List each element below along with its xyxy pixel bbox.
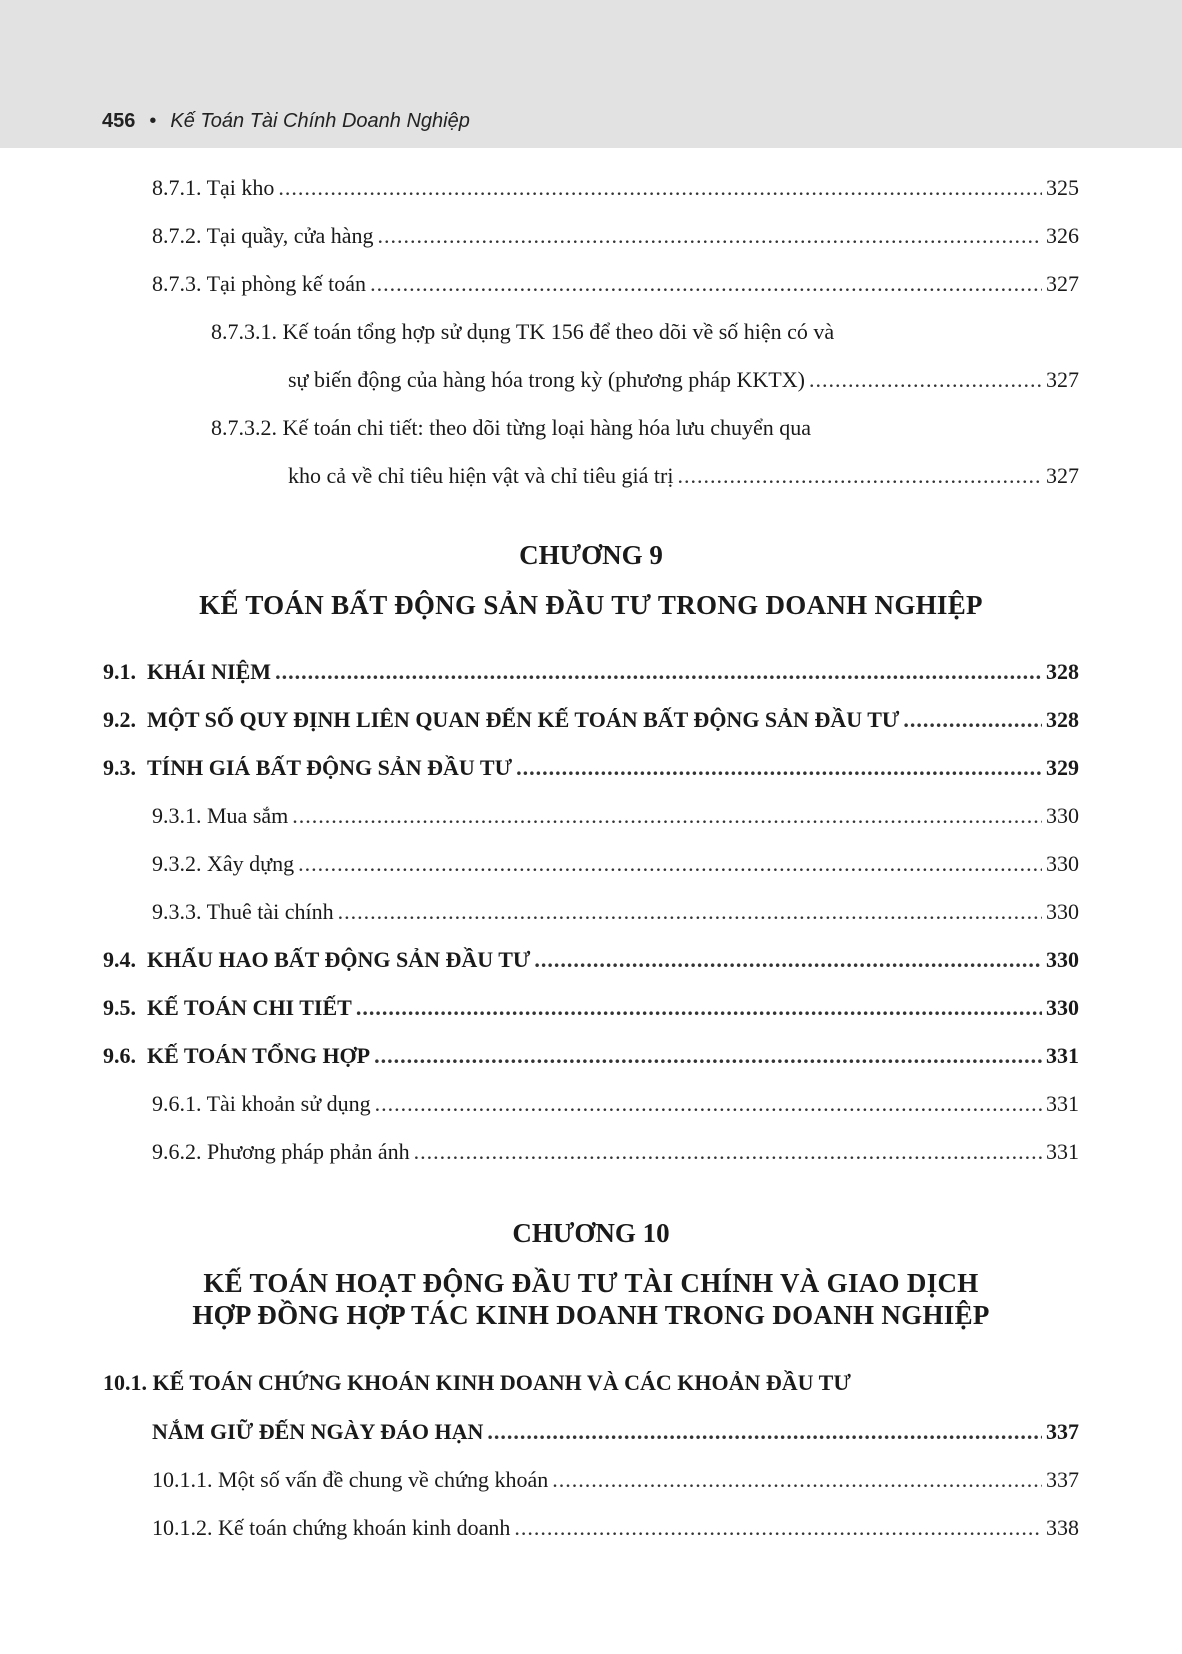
toc-entry-9-1[interactable] bbox=[103, 657, 1079, 687]
toc-page-number: 328 bbox=[1046, 659, 1079, 684]
toc-entry-title bbox=[103, 657, 271, 687]
dot-leader bbox=[487, 1417, 1042, 1447]
chapter-9-title: KẾ TOÁN BẤT ĐỘNG SẢN ĐẦU TƯ TRONG DOANH NGHIỆP bbox=[199, 590, 983, 620]
toc-entry-title: sự biến động của hàng hóa trong kỳ (phương pháp KKTX) bbox=[288, 367, 805, 392]
section-number: 9.6. bbox=[103, 1043, 136, 1068]
toc-entry-9-5[interactable] bbox=[103, 993, 1079, 1023]
dot-leader bbox=[298, 849, 1042, 879]
dot-leader bbox=[338, 897, 1042, 927]
toc-entry-9-6-2[interactable] bbox=[152, 1137, 1079, 1167]
dot-leader bbox=[903, 705, 1042, 735]
toc-entry-8-7-1[interactable] bbox=[152, 173, 1079, 203]
toc-entry-title bbox=[103, 945, 530, 975]
toc-entry-title: 9.3.3. Thuê tài chính bbox=[152, 899, 334, 924]
toc-page-number: 325 bbox=[1046, 175, 1079, 200]
toc-entry-9-3[interactable] bbox=[103, 753, 1079, 783]
toc-entry-10-1-2[interactable] bbox=[152, 1513, 1079, 1543]
toc-entry-8-7-3-2-line1[interactable]: 8.7.3.2. Kế toán chi tiết: theo dõi từng loại hàng hóa lưu chuyển qua bbox=[211, 415, 811, 440]
toc-entry-10-1[interactable] bbox=[152, 1417, 1079, 1447]
dot-leader bbox=[516, 753, 1042, 783]
toc-page-number: 328 bbox=[1046, 707, 1079, 732]
section-number: 9.1. bbox=[103, 659, 136, 684]
toc-entry-title: 8.7.1. Tại kho bbox=[152, 175, 275, 200]
chapter-10-title-line1: KẾ TOÁN HOẠT ĐỘNG ĐẦU TƯ TÀI CHÍNH VÀ GIAO DỊCH bbox=[203, 1268, 979, 1298]
toc-entry-title bbox=[103, 705, 899, 735]
toc-entry-title: 9.3.1. Mua sắm bbox=[152, 803, 289, 828]
toc-entry-title bbox=[103, 753, 512, 783]
toc-entry-title: 10.1.1. Một số vấn đề chung về chứng khoán bbox=[152, 1467, 549, 1492]
toc-entry-8-7-3[interactable] bbox=[152, 269, 1079, 299]
toc-page-number: 327 bbox=[1046, 463, 1079, 488]
dot-leader bbox=[374, 1041, 1042, 1071]
section-number: 9.5. bbox=[103, 995, 136, 1020]
section-title: KHÁI NIỆM bbox=[147, 659, 272, 684]
toc-entry-8-7-2[interactable] bbox=[152, 221, 1079, 251]
page-header bbox=[0, 0, 1182, 148]
toc-page-number: 337 bbox=[1046, 1419, 1079, 1444]
section-title: KẾ TOÁN CHI TIẾT bbox=[147, 995, 352, 1020]
toc-page-number: 330 bbox=[1046, 995, 1079, 1020]
dot-leader bbox=[375, 1089, 1042, 1119]
toc-page-number: 330 bbox=[1046, 947, 1079, 972]
section-number: 9.2. bbox=[103, 707, 136, 732]
chapter-10-label: CHƯƠNG 10 bbox=[512, 1218, 670, 1248]
toc-entry-8-7-3-2[interactable] bbox=[288, 461, 1079, 491]
toc-page-number: 330 bbox=[1046, 899, 1079, 924]
dot-leader bbox=[292, 801, 1042, 831]
toc-entry-title: 10.1.2. Kế toán chứng khoán kinh doanh bbox=[152, 1515, 511, 1540]
toc-page-number: 326 bbox=[1046, 223, 1079, 248]
toc-page-number: 331 bbox=[1046, 1091, 1079, 1116]
toc-page-number: 338 bbox=[1046, 1515, 1079, 1540]
dot-leader bbox=[275, 657, 1042, 687]
dot-leader bbox=[534, 945, 1042, 975]
toc-entry-9-6[interactable] bbox=[103, 1041, 1079, 1071]
toc-entry-9-6-1[interactable] bbox=[152, 1089, 1079, 1119]
page-number: 456 bbox=[102, 110, 136, 132]
toc-page-number: 330 bbox=[1046, 851, 1079, 876]
toc-entry-title: 8.7.3. Tại phòng kế toán bbox=[152, 271, 367, 296]
toc-entry-10-1-line1[interactable]: 10.1. KẾ TOÁN CHỨNG KHOÁN KINH DOANH VÀ CÁC KHOẢN ĐẦU TƯ bbox=[103, 1370, 851, 1395]
section-number: 9.4. bbox=[103, 947, 136, 972]
toc-entry-title: 8.7.2. Tại quầy, cửa hàng bbox=[152, 223, 374, 248]
section-title: MỘT SỐ QUY ĐỊNH LIÊN QUAN ĐẾN KẾ TOÁN BẤT ĐỘNG SẢN ĐẦU TƯ bbox=[147, 707, 900, 732]
toc-entry-9-2[interactable] bbox=[103, 705, 1079, 735]
toc-entry-title bbox=[103, 993, 352, 1023]
dot-leader bbox=[414, 1137, 1042, 1167]
toc-page-number: 327 bbox=[1046, 367, 1079, 392]
toc-entry-title bbox=[103, 1041, 370, 1071]
dot-leader bbox=[278, 173, 1042, 203]
section-title: TÍNH GIÁ BẤT ĐỘNG SẢN ĐẦU TƯ bbox=[147, 755, 513, 780]
toc-entry-9-3-3[interactable] bbox=[152, 897, 1079, 927]
dot-leader bbox=[356, 993, 1042, 1023]
toc-entry-title: 9.6.1. Tài khoản sử dụng bbox=[152, 1091, 371, 1116]
toc-entry-title: 9.3.2. Xây dựng bbox=[152, 851, 295, 876]
toc-page-number: 329 bbox=[1046, 755, 1079, 780]
toc-page-number: 331 bbox=[1046, 1139, 1079, 1164]
toc-entry-8-7-3-1[interactable] bbox=[288, 365, 1079, 395]
chapter-9-label: CHƯƠNG 9 bbox=[519, 540, 663, 570]
toc-page-number: 331 bbox=[1046, 1043, 1079, 1068]
separator-bullet: • bbox=[149, 110, 157, 132]
toc-page-number: 327 bbox=[1046, 271, 1079, 296]
book-title: Kế Toán Tài Chính Doanh Nghiệp bbox=[170, 110, 470, 132]
dot-leader bbox=[552, 1465, 1042, 1495]
toc-entry-9-4[interactable] bbox=[103, 945, 1079, 975]
toc-entry-8-7-3-1-line1[interactable]: 8.7.3.1. Kế toán tổng hợp sử dụng TK 156 để theo dõi về số hiện có và bbox=[211, 319, 835, 344]
section-number: 9.3. bbox=[103, 755, 136, 780]
toc-entry-9-3-1[interactable] bbox=[152, 801, 1079, 831]
running-head bbox=[102, 110, 470, 133]
toc-entry-10-1-1[interactable] bbox=[152, 1465, 1079, 1495]
toc-entry-9-3-2[interactable] bbox=[152, 849, 1079, 879]
section-title: KHẤU HAO BẤT ĐỘNG SẢN ĐẦU TƯ bbox=[147, 947, 531, 972]
dot-leader bbox=[514, 1513, 1042, 1543]
chapter-10-title-line2: HỢP ĐỒNG HỢP TÁC KINH DOANH TRONG DOANH NGHIỆP bbox=[192, 1300, 990, 1330]
toc-page-number: 337 bbox=[1046, 1467, 1079, 1492]
dot-leader bbox=[809, 365, 1042, 395]
dot-leader bbox=[677, 461, 1042, 491]
section-title: KẾ TOÁN TỔNG HỢP bbox=[147, 1043, 371, 1068]
toc-page-number: 330 bbox=[1046, 803, 1079, 828]
toc-entry-title: kho cả về chỉ tiêu hiện vật và chỉ tiêu giá trị bbox=[288, 463, 674, 488]
dot-leader bbox=[370, 269, 1042, 299]
toc-entry-title: 9.6.2. Phương pháp phản ánh bbox=[152, 1139, 410, 1164]
toc-entry-title: NẮM GIỮ ĐẾN NGÀY ĐÁO HẠN bbox=[152, 1419, 484, 1444]
dot-leader bbox=[377, 221, 1042, 251]
